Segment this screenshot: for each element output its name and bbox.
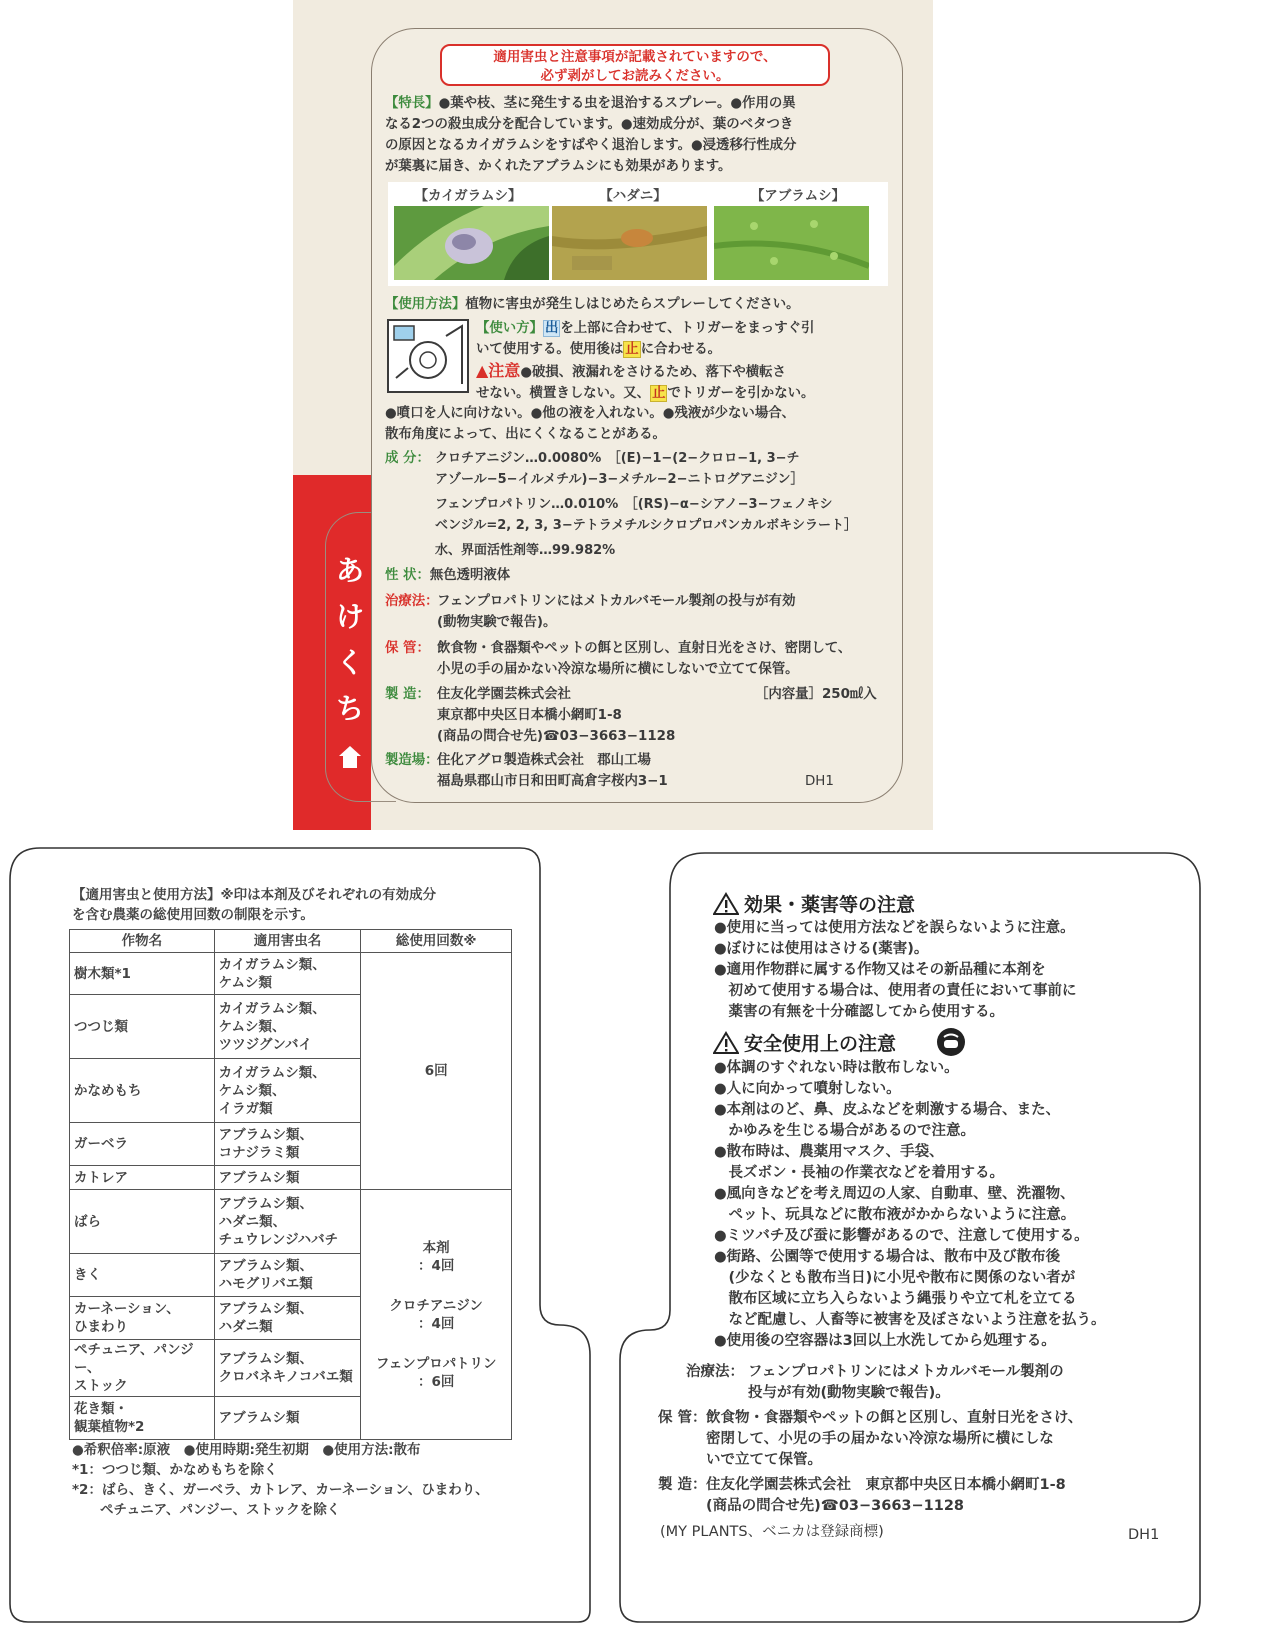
column-header: 適用害虫名 bbox=[214, 930, 361, 953]
ingredient-line: アゾール−5−イルメチル)−3−メチル−2−ニトログアニジン］ bbox=[435, 472, 804, 487]
warning-icon bbox=[713, 1031, 739, 1055]
effects-heading: 効果・薬害等の注意 bbox=[744, 894, 916, 916]
features-line: ●葉や枝、茎に発生する虫を退治するスプレー。●作用の異 bbox=[438, 96, 796, 111]
storage-line: 小児の手の届かない冷涼な場所に横にしないで立てて保管。 bbox=[437, 662, 799, 677]
caution-line: ●噴口を人に向けない。●他の液を入れない。●残液が少ない場合、 bbox=[385, 406, 795, 421]
storage-tag: 保 管： bbox=[658, 1410, 707, 1426]
ingredient-line: ベンジル=2, 2, 3, 3−テトラメチルシクロプロパンカルボキシラート］ bbox=[435, 518, 857, 533]
pest-cell: アブラムシ類、 ハダニ類 bbox=[214, 1297, 361, 1340]
pest-cell: アブラムシ類 bbox=[214, 1166, 361, 1190]
footer-line: ●希釈倍率:原液 ●使用時期:発生初期 ●使用方法:散布 bbox=[72, 1442, 421, 1458]
pest-label: 【カイガラムシ】 bbox=[414, 188, 522, 204]
how-to-tag: 【使い方】 bbox=[476, 321, 543, 336]
usage-title-note: ※印は本剤及びそれぞれの有効成分 bbox=[220, 887, 437, 903]
out-mark: 出 bbox=[544, 321, 559, 336]
pest-cell: カイガラムシ類、 ケムシ類、 イラガ類 bbox=[214, 1059, 361, 1123]
caution-tag: ▲注意 bbox=[476, 361, 521, 380]
count-cell: 6回 bbox=[361, 953, 512, 1190]
count-line: ：6回 bbox=[417, 1373, 455, 1390]
mask-icon bbox=[936, 1027, 966, 1057]
count-line: 本剤 bbox=[422, 1239, 450, 1256]
treatment-tag: 治療法： bbox=[686, 1364, 744, 1380]
count-line: ：4回 bbox=[417, 1315, 455, 1332]
effects-line: ●適用作物群に属する作物又はその新品種に本剤を bbox=[714, 962, 1046, 978]
usage-title-note: を含む農薬の総使用回数の制限を示す。 bbox=[72, 907, 314, 923]
pest-cell: アブラムシ類 bbox=[214, 1397, 361, 1440]
ingredient-line: 水、界面活性剤等…99.982% bbox=[435, 543, 616, 558]
usage-title-block bbox=[72, 885, 532, 925]
pest-cell: アブラムシ類、 ハダニ類、 チュウレンジハバチ bbox=[214, 1190, 361, 1254]
safety-line: ペット、玩具などに散布液がかからないように注意。 bbox=[714, 1207, 1076, 1223]
trademark-note: (MY PLANTS、ベニカは登録商標) bbox=[660, 1524, 884, 1540]
footer-line: *2：ばら、きく、ガーベラ、カトレア、カーネーション、ひまわり、 bbox=[72, 1482, 489, 1498]
pest-cell: カイガラムシ類、 ケムシ類 bbox=[214, 953, 361, 995]
crop-cell: つつじ類 bbox=[70, 995, 215, 1059]
ingredients-tag: 成 分： bbox=[385, 451, 430, 466]
crop-cell: ばら bbox=[70, 1190, 215, 1254]
pest-label: 【アブラムシ】 bbox=[750, 188, 846, 204]
crop-cell: きく bbox=[70, 1254, 215, 1297]
storage-line: 飲食物・食器類やペットの餌と区別し、直射日光をさけ、密閉して、 bbox=[437, 641, 852, 656]
stop-mark: 止 bbox=[625, 342, 639, 357]
effects-line: ●ぼけには使用はさける(薬害)。 bbox=[714, 941, 929, 957]
crop-cell: ペチュニア、パンジー、 ストック bbox=[70, 1340, 215, 1397]
how-to-text: を上部に合わせて、トリガーをまっすぐ引 bbox=[560, 321, 815, 336]
safety-heading: 安全使用上の注意 bbox=[744, 1033, 897, 1055]
count-line: クロチアニジン bbox=[389, 1297, 483, 1314]
safety-line: ●人に向かって噴射しない。 bbox=[714, 1081, 901, 1097]
count-cell-multi bbox=[361, 1190, 512, 1440]
pest-cell: カイガラムシ類、 ケムシ類、 ツツジグンバイ bbox=[214, 995, 361, 1059]
stop-mark: 止 bbox=[652, 386, 666, 401]
features-tag: 【特長】 bbox=[385, 96, 439, 111]
maker-line: 東京都中央区日本橋小網町1-8 bbox=[437, 708, 622, 723]
maker-line: (商品の問合せ先)☎03−3663−1128 bbox=[706, 1498, 965, 1514]
treatment-line: フェンプロパトリンにはメトカルバモール製剤の bbox=[748, 1364, 1064, 1380]
pest-cell: アブラムシ類、 クロバネキノコバエ類 bbox=[214, 1340, 361, 1397]
pest-cell: アブラムシ類、 ハモグリバエ類 bbox=[214, 1254, 361, 1297]
effects-block bbox=[714, 918, 1184, 1023]
maker-tag: 製 造： bbox=[385, 687, 430, 702]
safety-line: ●ミツバチ及び蚕に影響があるので、注意して使用する。 bbox=[714, 1228, 1089, 1244]
treatment-line: 投与が有効(動物実験で報告)。 bbox=[748, 1385, 950, 1401]
treatment-line: フェンプロパトリンにはメトカルバモール製剤の投与が有効 bbox=[437, 594, 796, 609]
label-code: DH1 bbox=[805, 774, 834, 789]
storage-line: 密閉して、小児の手の届かない冷涼な場所に横にしな bbox=[706, 1431, 1054, 1447]
property-text: 無色透明液体 bbox=[429, 568, 511, 583]
ingredient-line: クロチアニジン…0.0080% ［(E)−1−(2−クロロ−1, 3−チ bbox=[435, 451, 800, 466]
safety-block bbox=[714, 1058, 1184, 1352]
effects-line: ●使用に当っては使用方法などを誤らないように注意。 bbox=[714, 920, 1075, 936]
features-line: が葉裏に届き、かくれたアブラムシにも効果があります。 bbox=[385, 159, 732, 174]
how-to-text: いて使用する。使用後は bbox=[476, 342, 624, 357]
usage-table bbox=[69, 929, 512, 1440]
count-line: ：4回 bbox=[417, 1257, 455, 1274]
maker-line: 住友化学園芸株式会社 東京都中央区日本橋小網町1-8 bbox=[706, 1477, 1066, 1493]
safety-line: ●体調のすぐれない時は散布しない。 bbox=[714, 1060, 959, 1076]
safety-line: 散布区域に立ち入らないよう縄張りや立て札を立てる bbox=[714, 1291, 1077, 1307]
safety-line: ●風向きなどを考え周辺の人家、自動車、壁、洗濯物、 bbox=[714, 1186, 1075, 1202]
caution-text: せない。横置きしない。又、 bbox=[476, 386, 651, 401]
crop-cell: カーネーション、 ひまわり bbox=[70, 1297, 215, 1340]
read-notice-line: 適用害虫と注意事項が記載されていますので、 bbox=[493, 49, 777, 65]
safety-line: 長ズボン・長袖の作業衣などを着用する。 bbox=[714, 1165, 1004, 1181]
panel-code: DH1 bbox=[1128, 1527, 1160, 1543]
crop-cell: 樹木類*1 bbox=[70, 953, 215, 995]
features-line: なる2つの殺虫成分を配合しています。●速効成分が、葉のベタつき bbox=[385, 117, 794, 132]
safety-line: ●使用後の空容器は3回以上水洗してから処理する。 bbox=[714, 1333, 1056, 1349]
tab-char: ち bbox=[335, 692, 364, 725]
usage-text: 植物に害虫が発生しはじめたらスプレーしてください。 bbox=[465, 297, 800, 312]
features-line: の原因となるカイガラムシをすばやく退治します。●浸透移行性成分 bbox=[385, 138, 797, 153]
safety-line: かゆみを生じる場合があるので注意。 bbox=[714, 1123, 975, 1139]
crop-cell: カトレア bbox=[70, 1166, 215, 1190]
effects-line: 初めて使用する場合は、使用者の責任において事前に bbox=[714, 983, 1077, 999]
storage-line: いで立てて保管。 bbox=[706, 1452, 822, 1468]
storage-tag: 保 管： bbox=[385, 641, 430, 656]
crop-cell: 花き類・ 観葉植物*2 bbox=[70, 1397, 215, 1440]
tab-char: け bbox=[335, 600, 364, 633]
ingredient-line: フェンプロパトリン…0.010% ［(RS)−α−シアノ−3−フェノキシ bbox=[435, 497, 833, 512]
safety-line: ●街路、公園等で使用する場合は、散布中及び散布後 bbox=[714, 1249, 1061, 1265]
tab-char: あ bbox=[335, 554, 364, 587]
warning-icon bbox=[713, 892, 739, 916]
treatment-line: (動物実験で報告)。 bbox=[437, 615, 557, 630]
caution-text: でトリガーを引かない。 bbox=[667, 386, 815, 401]
usage-tag: 【使用方法】 bbox=[385, 297, 466, 312]
storage-line: 飲食物・食器類やペットの餌と区別し、直射日光をさけ、 bbox=[706, 1410, 1083, 1426]
effects-line: 薬害の有無を十分確認してから使用する。 bbox=[714, 1004, 1004, 1020]
safety-line: (少なくとも散布当日)に小児や散布に関係のない者が bbox=[714, 1270, 1076, 1286]
crop-cell: かなめもち bbox=[70, 1059, 215, 1123]
how-to-text: に合わせる。 bbox=[640, 342, 722, 357]
volume: ［内容量］250㎖入 bbox=[755, 687, 877, 702]
read-notice-line: 必ず剥がしてお読みください。 bbox=[540, 68, 730, 84]
safety-line: ●散布時は、農薬用マスク、手袋、 bbox=[714, 1144, 944, 1160]
usage-footer bbox=[72, 1440, 572, 1520]
maker-line: (商品の問合せ先)☎03−3663−1128 bbox=[437, 729, 676, 744]
plant-tag: 製造場： bbox=[385, 753, 439, 768]
safety-line: ●本剤はのど、鼻、皮ふなどを刺激する場合、また、 bbox=[714, 1102, 1061, 1118]
pest-label: 【ハダニ】 bbox=[599, 188, 667, 204]
pest-cell: アブラムシ類、 コナジラミ類 bbox=[214, 1123, 361, 1166]
maker-line: 住友化学園芸株式会社 bbox=[437, 687, 571, 702]
crop-cell: ガーベラ bbox=[70, 1123, 215, 1166]
property-tag: 性 状： bbox=[385, 568, 430, 583]
footer-line: ペチュニア、パンジー、ストックを除く bbox=[100, 1502, 341, 1518]
safety-line: など配慮し、人畜等に被害を及ぼさないよう注意を払う。 bbox=[714, 1312, 1106, 1328]
plant-line: 福島県郡山市日和田町高倉字桜内3−1 bbox=[437, 774, 668, 789]
column-header: 作物名 bbox=[70, 930, 215, 953]
column-header: 総使用回数※ bbox=[361, 930, 512, 953]
caution-text: ●破損、液漏れをさけるため、落下や横転さ bbox=[520, 365, 786, 380]
treatment-tag: 治療法： bbox=[385, 594, 439, 609]
count-line: フェンプロパトリン bbox=[375, 1355, 497, 1372]
usage-title: 【適用害虫と使用方法】 bbox=[72, 887, 221, 903]
footer-line: *1：つつじ類、かなめもちを除く bbox=[72, 1462, 278, 1478]
caution-line: 散布角度によって、出にくくなることがある。 bbox=[385, 427, 666, 442]
plant-line: 住化アグロ製造株式会社 郡山工場 bbox=[437, 753, 651, 768]
tab-char: く bbox=[335, 646, 364, 679]
maker-tag: 製 造： bbox=[658, 1477, 707, 1493]
